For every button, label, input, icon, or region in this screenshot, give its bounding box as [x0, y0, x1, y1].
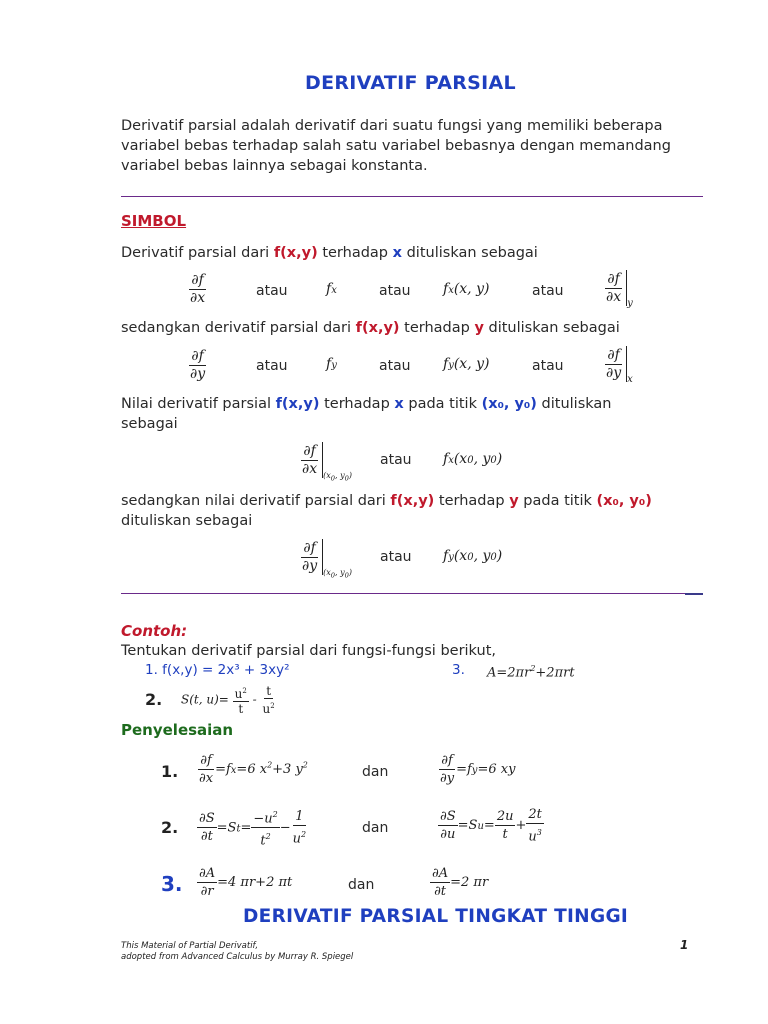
section-subtitle: DERIVATIF PARSIAL TINGKAT TINGGI	[243, 906, 629, 927]
symbol-heading: SIMBOL	[121, 212, 187, 230]
formula-fy: fy	[326, 356, 337, 372]
formula-fxxy: fx(x, y)	[443, 281, 490, 297]
formula-dfdx-at-point: $\frac{\partial f}{\partial x}$ $_{(x_0, y_0)}$	[302, 442, 353, 483]
example-heading: Contoh:	[121, 622, 188, 640]
symbol-line-x: Derivatif parsial dari f(x,y) terhadap x dituliskan sebagai	[121, 245, 538, 261]
page-title: DERIVATIF PARSIAL	[305, 72, 516, 94]
atau-label: atau	[379, 358, 411, 374]
atau-label: atau	[532, 283, 564, 299]
solution-2-dsdt: $\frac{\partial S}{\partial t}$ =St= $\frac{-u^2}{t^2}$ − $\frac{1}{u^2}$	[197, 806, 308, 850]
formula-fy-at-point: fy(x0, y0)	[443, 548, 503, 564]
solution-3-dadr: $\frac{\partial A}{\partial r}$ =4 πr+2 πt	[199, 866, 293, 899]
symbol-line-y: sedangkan derivatif parsial dari f(x,y) terhadap y dituliskan sebagai	[121, 320, 620, 336]
solution-1-dfdy: $\frac{\partial f}{\partial y}$ =fy=6 xy	[440, 753, 516, 786]
footer-credit: This Material of Partial Derivatif, adopted from Advanced Calculus by Murray R. Spiegel	[121, 941, 354, 962]
formula-fx-at-point: fx(x0, y0)	[443, 451, 503, 467]
dan-label: dan	[362, 820, 389, 836]
solution-1-dfdx: $\frac{\partial f}{\partial x}$ =fx=6 $x^2+3$ $y^2$	[199, 753, 308, 786]
formula-fyxy: fy(x, y)	[443, 356, 490, 372]
example-item-2-label: 2.	[145, 690, 163, 709]
value-line-y: sedangkan nilai derivatif parsial dari f(x,y) terhadap y pada titik (x₀, y₀) dituliskan sebagai	[121, 493, 652, 529]
atau-label: atau	[256, 283, 288, 299]
formula-dfdx-y: $\frac{\partial f}{\partial x}$ $_y$	[606, 270, 633, 309]
example-item-1: 1. f(x,y) = 2x³ + 3xy²	[145, 662, 290, 678]
divider	[121, 593, 703, 594]
value-line-x: Nilai derivatif parsial f(x,y) terhadap x pada titik (x₀, y₀) dituliskan sebagai	[121, 396, 612, 432]
solution-1-label: 1.	[161, 762, 179, 781]
solution-2-dsdu: $\frac{\partial S}{\partial u}$ =Su= $\frac{2u}{t}$ + $\frac{2t}{u^3}$	[440, 807, 542, 845]
formula-dfdy-at-point: $\frac{\partial f}{\partial y}$ $_{(x_0, y_0)}$	[302, 539, 353, 580]
dan-label: dan	[348, 877, 375, 893]
example-item-3-label: 3.	[452, 662, 465, 678]
dan-label: dan	[362, 764, 389, 780]
solution-2-label: 2.	[161, 818, 179, 837]
solution-3-label: 3.	[161, 872, 183, 896]
page-number: 1	[680, 938, 689, 952]
solution-heading: Penyelesaian	[121, 721, 234, 739]
formula-fx: fx	[326, 281, 337, 297]
formula-dfdx: $\frac{\partial f}{\partial x}$	[190, 272, 206, 306]
atau-label: atau	[380, 549, 412, 565]
solution-3-dadt: $\frac{\partial A}{\partial t}$ =2 πr	[432, 866, 489, 899]
atau-label: atau	[380, 452, 412, 468]
intro-paragraph: Derivatif parsial adalah derivatif dari suatu fungsi yang memiliki beberapa variabel bebas terhadap salah satu variabel bebasnya dengan memandang variabel bebas lainnya sebagai konstanta.	[121, 118, 671, 174]
atau-label: atau	[379, 283, 411, 299]
formula-dfdy-x: $\frac{\partial f}{\partial y}$ $_x$	[606, 346, 633, 385]
example-item-2-formula: S(t, u)= $\frac{u^2}{t}$ - $\frac{t}{u^2}$	[181, 684, 275, 716]
example-item-3-formula: $A=2\pi r^2+2\pi rt$	[487, 664, 575, 681]
formula-dfdy: $\frac{\partial f}{\partial y}$	[190, 348, 206, 382]
example-intro: Tentukan derivatif parsial dari fungsi-fungsi berikut,	[121, 643, 496, 659]
atau-label: atau	[256, 358, 288, 374]
divider	[121, 196, 703, 197]
divider-end	[685, 593, 703, 595]
atau-label: atau	[532, 358, 564, 374]
